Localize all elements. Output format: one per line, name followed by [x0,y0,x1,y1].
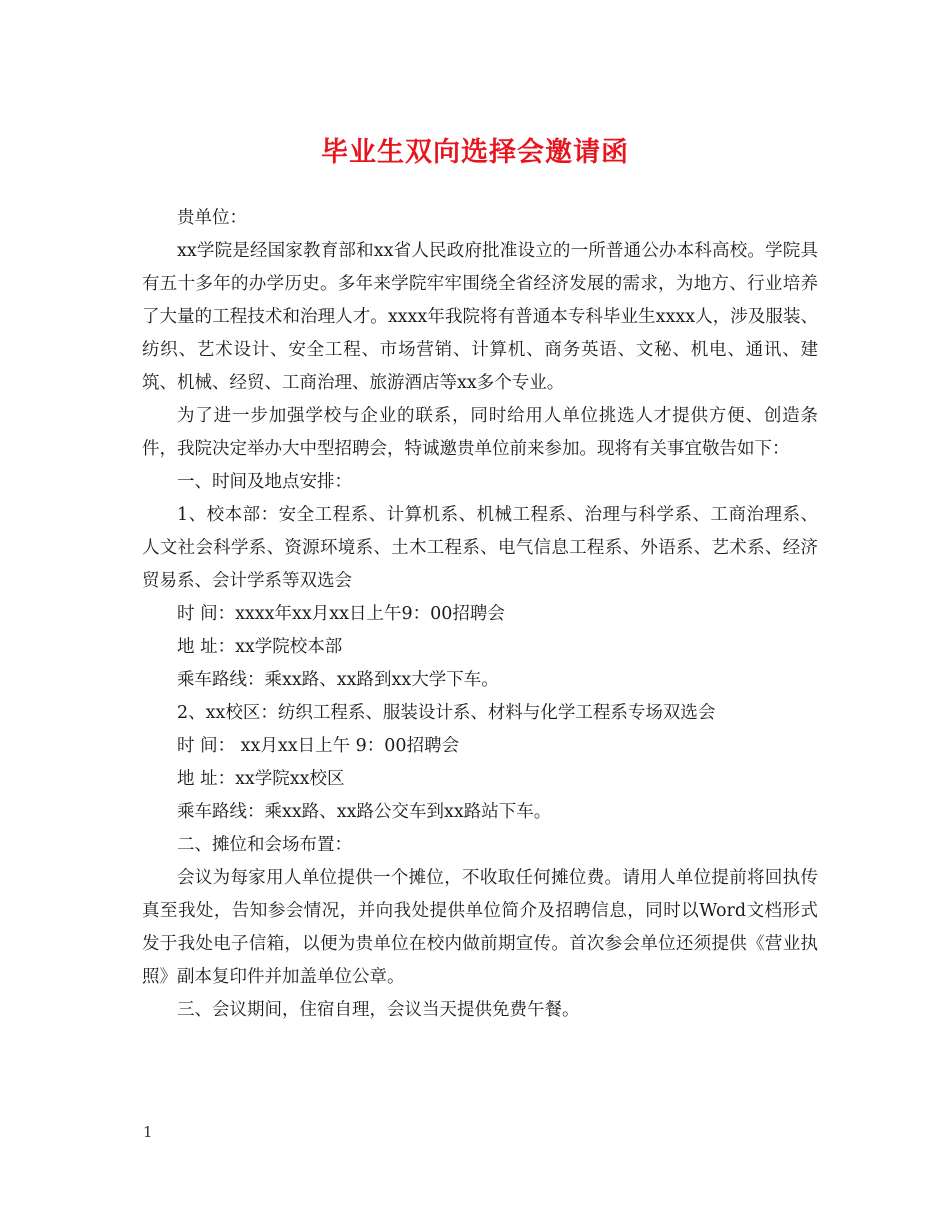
main-campus-address: 地 址：xx学院校本部 [177,637,343,657]
branch-campus-time: 时 间： xx月xx日上午 9：00招聘会 [177,736,460,756]
page-number: 1 [143,1123,153,1141]
document-body [142,202,818,1027]
paragraph-branch-campus: 2、xx校区：纺织工程系、服装设计系、材料与化学工程系专场双选会 [177,703,716,723]
main-campus-route: 乘车路线：乘xx路、xx路到xx大学下车。 [177,670,499,690]
page-title: 毕业生双向选择会邀请函 [321,137,629,168]
section-heading-time-place: 一、时间及地点安排： [177,472,352,492]
salutation: 贵单位： [177,208,247,228]
paragraph-booths: 会议为每家用人单位提供一个摊位，不收取任何摊位费。请用人单位提前将回执传真至我处，告知参会情况，并向我处提供单位简介及招聘信息，同时以Word文档形式发于我处电子信箱，以便为贵单位在校内做前期宣传。首次参会单位还须提供《营业执照》副本复印件并加盖单位公章。 [142,868,818,987]
branch-campus-address: 地 址：xx学院xx校区 [177,769,345,789]
main-campus-time: 时 间：xxxx年xx月xx日上午9：00招聘会 [177,604,505,624]
paragraph-intro: xx学院是经国家教育部和xx省人民政府批准设立的一所普通公办本科高校。学院具有五十多年的办学历史。多年来学院牢牢围绕全省经济发展的需求，为地方、行业培养了大量的工程技术和治理人才。xxxx年我院将有普通本专科毕业生xxxx人，涉及服装、纺织、艺术设计、安全工程、市场营销、计算机、商务英语、文秘、机电、通讯、建筑、机械、经贸、工商治理、旅游酒店等xx多个专业。 [142,241,818,393]
paragraph-main-campus: 1、校本部：安全工程系、计算机系、机械工程系、治理与科学系、工商治理系、人文社会科学系、资源环境系、土木工程系、电气信息工程系、外语系、艺术系、经济贸易系、会计学系等双选会 [142,505,818,591]
section-heading-booths: 二、摊位和会场布置： [177,835,352,855]
paragraph-invitation: 为了进一步加强学校与企业的联系，同时给用人单位挑选人才提供方便、创造条件，我院决定举办大中型招聘会，特诚邀贵单位前来参加。现将有关事宜敬告如下： [142,406,818,459]
section-heading-lodging: 三、会议期间，住宿自理，会议当天提供免费午餐。 [177,1000,580,1020]
branch-campus-route: 乘车路线：乘xx路、xx路公交车到xx路站下车。 [177,802,552,822]
